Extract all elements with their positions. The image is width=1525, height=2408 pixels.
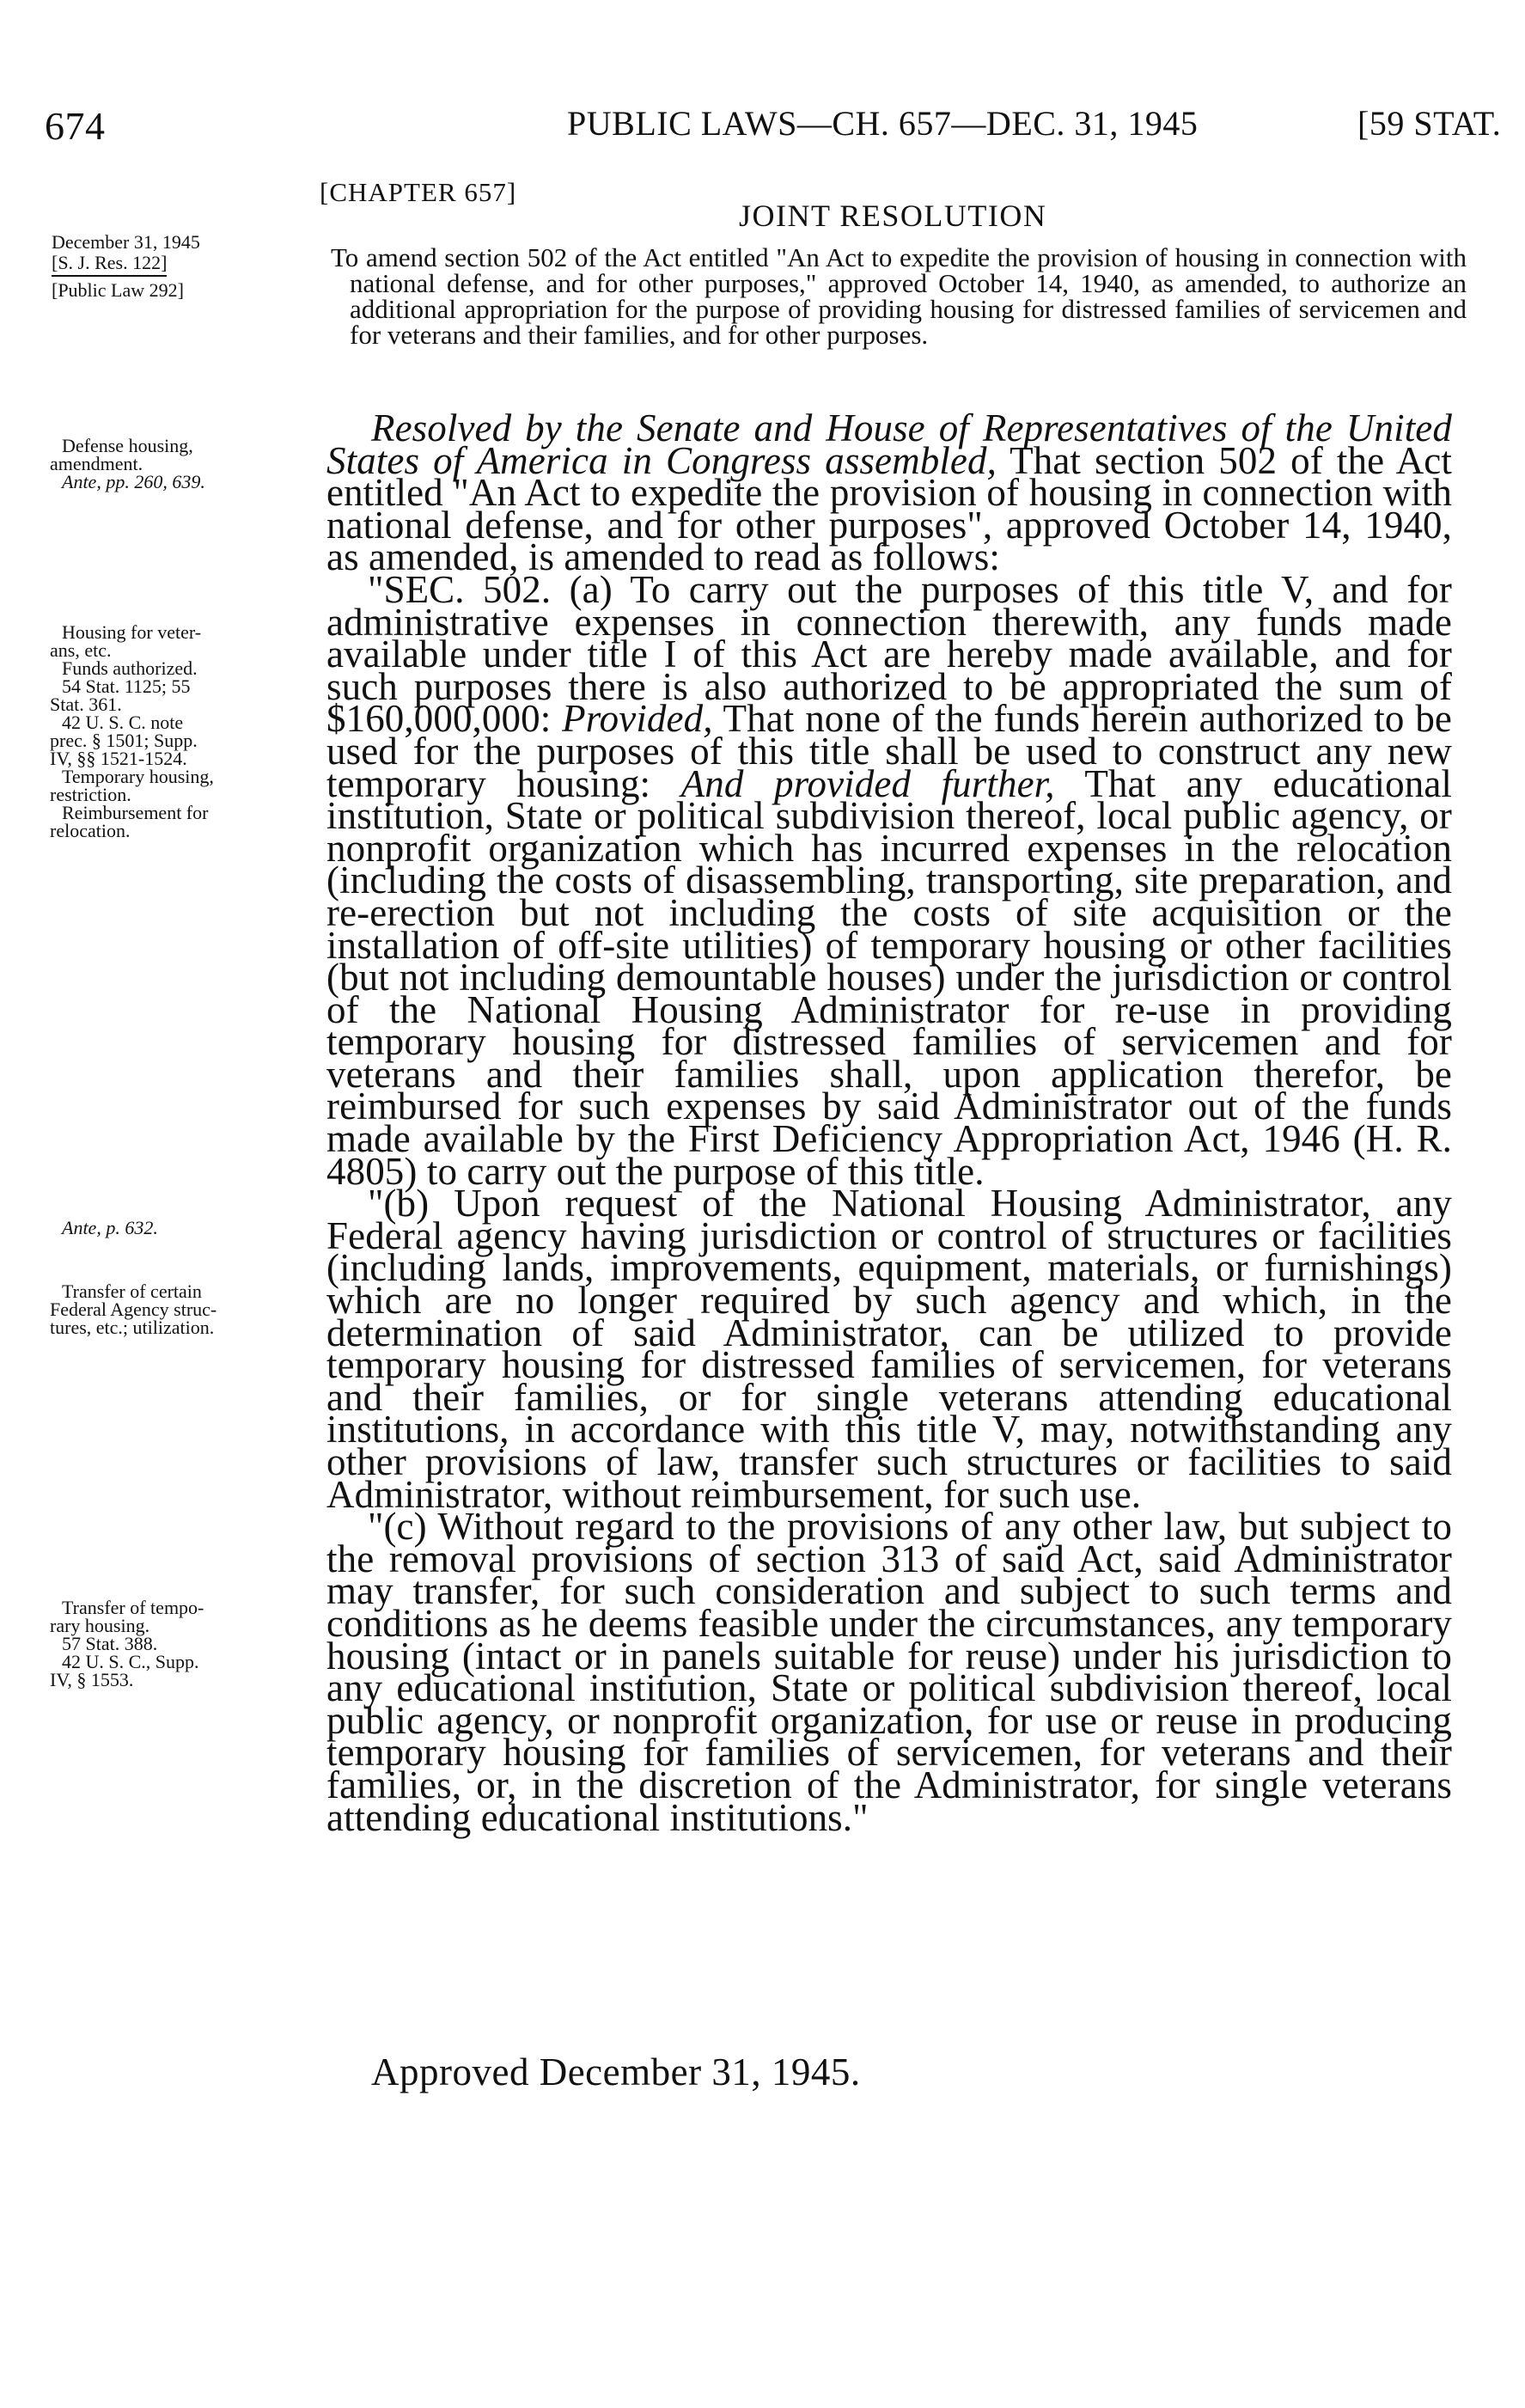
margin-note-line: Temporary housing, <box>62 766 214 787</box>
margin-note-line: Ante, p. 632. <box>62 1217 158 1238</box>
margin-note-ante <box>50 1219 316 1237</box>
running-head: PUBLIC LAWS—CH. 657—DEC. 31, 1945 <box>567 104 1199 143</box>
page-number: 674 <box>45 104 106 148</box>
margin-note-line: ans, etc. <box>50 639 112 661</box>
margin-note-line: IV, §§ 1521-1524. <box>50 748 187 769</box>
chapter-label: [CHAPTER 657] <box>320 177 517 207</box>
section-502-b: "(b) Upon request of the National Housing Administrator, any Federal agency having jurisdiction or control of structures or facilities (including lands, improvements, equipment, materials, or furnishings) which are no longer required by such agency and which, in the determination of said Administrator, can be utilized to provide temporary housing for distressed families of servicemen, for veterans and their families, or for single veterans attending educational institutions, in accordance with this title V, may, notwithstanding any other provisions of law, transfer such structures or facilities to said Administrator, without reimbursement, for such use. <box>326 1182 1452 1516</box>
margin-note-line: Stat. 361. <box>50 694 122 715</box>
margin-note-transfer-structures <box>50 1282 316 1336</box>
margin-note-line: 54 Stat. 1125; 55 <box>62 675 191 697</box>
section-502-a <box>326 567 1452 1193</box>
margin-note-line: 57 Stat. 388. <box>62 1633 158 1654</box>
resolving-clause <box>326 406 1452 579</box>
margin-note-line: Housing for veter- <box>62 621 202 643</box>
margin-note-line: 42 U. S. C., Supp. <box>62 1651 199 1672</box>
margin-note-line: amendment. <box>50 453 143 474</box>
margin-note-line: Funds authorized. <box>62 657 198 679</box>
resolution-number: [S. J. Res. 122] <box>52 253 167 277</box>
approval-line: Approved December 31, 1945. <box>371 2050 861 2093</box>
body-text: "SEC. 502. (a) To carry out the purposes of this title V, and for administrative expenses in connection therewith, any funds made available under title I of this Act are hereby made available, and for such purposes there is also authorized to be appropriated the sum of $160,000,000: <box>326 567 1452 741</box>
body-text: That any educational institution, State or political subdivision thereof, local public agency, or nonprofit organization which has incurred expenses in the relocation (including the costs of disassembling, transporting, site preparation, and re-erection but not including the costs of site acquisition or the installation of off-site utilities) of temporary housing or other facilities (but not including demountable houses) under the jurisdiction or control of the National Housing Administrator for re-use in providing temporary housing for distressed families of servicemen and for veterans and their families shall, upon application therefor, be reimbursed for such expenses by said Administrator out of the funds made available by the First Deficiency Appropriation Act, 1946 (H. R. 4805) to carry out the purpose of this title. <box>326 761 1452 1193</box>
enactment-date: December 31, 1945 <box>52 231 200 253</box>
body-text: That none of the funds herein authorized to be used for the purposes of this title shall be used to construct any new temporary housing: <box>326 697 1452 805</box>
margin-note-line: Transfer of certain <box>62 1280 202 1302</box>
margin-note-line: IV, § 1553. <box>50 1669 134 1690</box>
public-law-number: [Public Law 292] <box>52 279 184 301</box>
margin-note-line: Reimbursement for <box>62 802 209 823</box>
margin-note-line: restriction. <box>50 784 131 805</box>
margin-note-transfer-housing <box>50 1598 316 1689</box>
volume-reference: [59 STAT. <box>1357 104 1502 143</box>
margin-note-line: Federal Agency struc- <box>50 1299 217 1320</box>
proviso: Provided, <box>562 697 713 741</box>
margin-note-line: Transfer of tempo- <box>62 1597 204 1618</box>
margin-note-line: rary housing. <box>50 1615 150 1636</box>
margin-note-line: relocation. <box>50 820 131 841</box>
margin-note-housing-veterans <box>50 623 316 840</box>
document-type-heading: JOINT RESOLUTION <box>739 199 1047 233</box>
margin-note-line: prec. § 1501; Supp. <box>50 730 198 751</box>
proviso: And provided further, <box>680 761 1055 805</box>
resolution-summary: To amend section 502 of the Act entitled "An Act to expedite the provision of housing in connection with national defense, and for other purposes," approved October 14, 1940, as amended, to authorize an additional appropriation for the purpose of providing housing for distressed families of servicemen and for veterans and their families, and for other purposes. <box>331 242 1467 350</box>
margin-note-line: tures, etc.; utilization. <box>50 1317 215 1338</box>
margin-note-line: 42 U. S. C. note <box>62 712 184 733</box>
margin-note-line: Ante, pp. 260, 639. <box>62 471 205 492</box>
body-text: That section 502 of the Act entitled "An Act to expedite the provision of housing in connection with national defense, and for other purposes", approved October 14, 1940, as amended, is amended to read as follows: <box>326 438 1452 579</box>
margin-note-defense-housing <box>50 437 316 491</box>
margin-note-line: Defense housing, <box>62 435 193 456</box>
enacting-formula: Resolved by the Senate and House of Representatives of the United States of America in Congress assembled, <box>326 406 1452 482</box>
section-502-c: "(c) Without regard to the provisions of any other law, but subject to the removal provisions of section 313 of said Act, said Administrator may transfer, for such consideration and subject to such terms and conditions as he deems feasible under the circumstances, any temporary housing (intact or in panels suitable for reuse) under his jurisdiction to any educational institution, State or political subdivision thereof, local public agency, or nonprofit organization, for use or reuse in producing temporary housing for families of servicemen, for veterans and their families, or, in the discretion of the Administrator, for single veterans attending educational institutions." <box>326 1505 1452 1839</box>
date-note <box>52 232 301 301</box>
resolution-body <box>326 406 1452 1839</box>
